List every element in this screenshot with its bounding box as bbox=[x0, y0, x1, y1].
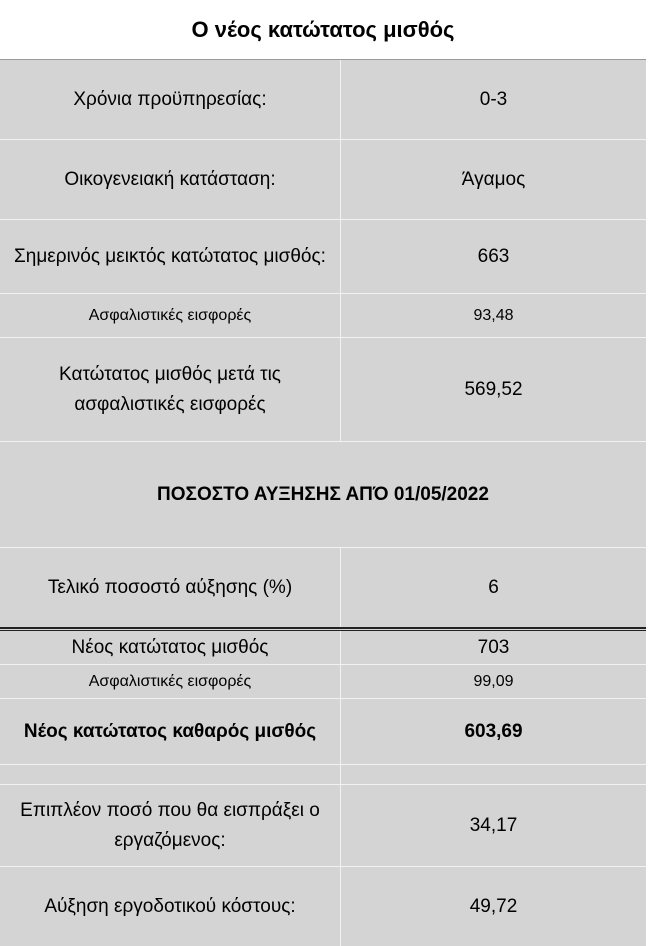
table-row bbox=[0, 785, 646, 867]
row-label: Νέος κατώτατος καθαρός μισθός bbox=[0, 699, 341, 764]
table-row bbox=[0, 665, 646, 699]
table-row bbox=[0, 699, 646, 765]
row-value: 99,09 bbox=[473, 672, 514, 690]
row-label bbox=[0, 765, 341, 784]
section-heading-row bbox=[0, 442, 646, 548]
row-value: 603,69 bbox=[464, 720, 523, 742]
increase-value: 6 bbox=[488, 577, 499, 598]
row-label: Κατώτατος μισθός μετά τις ασφαλιστικές εισφορές bbox=[0, 338, 341, 441]
row-value: 93,48 bbox=[473, 306, 514, 324]
table-row bbox=[0, 631, 646, 665]
row-value bbox=[341, 765, 646, 784]
row-value: 34,17 bbox=[469, 814, 518, 836]
increase-label: Τελικό ποσοστό αύξησης (%) bbox=[0, 548, 341, 628]
row-label: Οικογενειακή κατάσταση: bbox=[0, 140, 341, 219]
row-label: Ασφαλιστικές εισφορές bbox=[0, 665, 341, 698]
row-label: Επιπλέον ποσό που θα εισπράξει ο εργαζόμενος: bbox=[0, 785, 341, 866]
section-heading: ΠΟΣΟΣΤΟ ΑΥΞΗΣΗΣ ΑΠΌ 01/05/2022 bbox=[157, 483, 489, 505]
table-row bbox=[0, 220, 646, 294]
table-row bbox=[0, 140, 646, 220]
row-label: Αύξηση εργοδοτικού κόστους: bbox=[0, 867, 341, 946]
row-label: Σημερινός μεικτός κατώτατος μισθός: bbox=[0, 220, 341, 293]
table-row bbox=[0, 294, 646, 338]
row-label: Νέος κατώτατος μισθός bbox=[0, 631, 341, 664]
table-body bbox=[0, 60, 646, 946]
row-label: Χρόνια προϋπηρεσίας: bbox=[0, 60, 341, 139]
empty-row bbox=[0, 765, 646, 785]
table-row bbox=[0, 60, 646, 140]
row-value: 49,72 bbox=[469, 895, 518, 917]
table-row bbox=[0, 867, 646, 946]
table-row bbox=[0, 548, 646, 628]
row-value: Άγαμος bbox=[461, 168, 526, 190]
table-title: Ο νέος κατώτατος μισθός bbox=[0, 0, 646, 60]
table-row bbox=[0, 338, 646, 442]
row-value: 663 bbox=[477, 245, 510, 267]
row-label: Ασφαλιστικές εισφορές bbox=[0, 294, 341, 337]
row-value: 569,52 bbox=[464, 378, 523, 400]
row-value: 703 bbox=[477, 636, 510, 658]
row-value: 0-3 bbox=[479, 88, 508, 110]
